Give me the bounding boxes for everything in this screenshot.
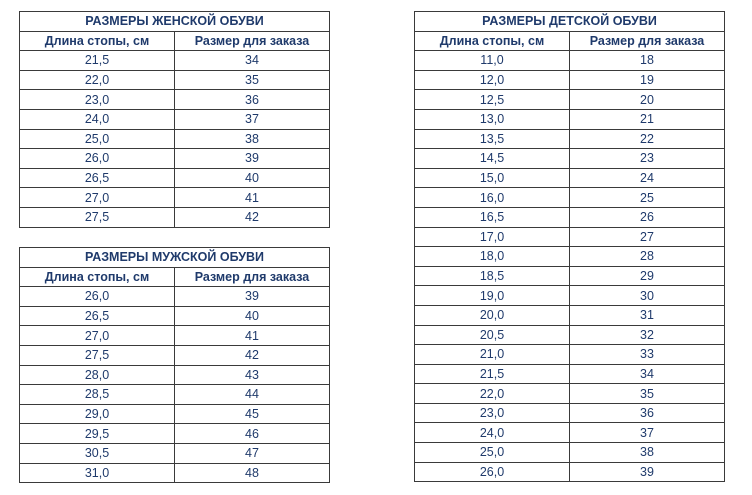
foot-length-cell: 29,5 [20, 424, 175, 444]
order-size-cell: 38 [175, 129, 330, 149]
foot-length-cell: 27,0 [20, 188, 175, 208]
foot-length-cell: 18,0 [415, 247, 570, 267]
order-size-cell: 27 [570, 227, 725, 247]
order-size-cell: 29 [570, 266, 725, 286]
order-size-cell: 44 [175, 385, 330, 405]
order-size-cell: 36 [175, 90, 330, 110]
table-title: РАЗМЕРЫ МУЖСКОЙ ОБУВИ [20, 248, 330, 268]
column-header-foot-length: Длина стопы, см [20, 31, 175, 51]
table-row [415, 168, 725, 188]
order-size-cell: 25 [570, 188, 725, 208]
table-row [415, 364, 725, 384]
table-row [20, 443, 330, 463]
table-row [20, 287, 330, 307]
order-size-cell: 26 [570, 207, 725, 227]
column-header-order-size: Размер для заказа [570, 31, 725, 51]
order-size-cell: 40 [175, 168, 330, 188]
table-row [415, 207, 725, 227]
order-size-cell: 41 [175, 326, 330, 346]
foot-length-cell: 26,5 [20, 306, 175, 326]
table-row [20, 306, 330, 326]
foot-length-cell: 23,0 [415, 403, 570, 423]
foot-length-cell: 16,0 [415, 188, 570, 208]
table-row [415, 51, 725, 71]
column-header-foot-length: Длина стопы, см [415, 31, 570, 51]
table-row [20, 109, 330, 129]
order-size-cell: 47 [175, 443, 330, 463]
order-size-cell: 37 [175, 109, 330, 129]
order-size-cell: 36 [570, 403, 725, 423]
table-row [20, 188, 330, 208]
column-header-foot-length: Длина стопы, см [20, 267, 175, 287]
table-row [415, 70, 725, 90]
order-size-cell: 42 [175, 345, 330, 365]
foot-length-cell: 14,5 [415, 149, 570, 169]
women-size-table [19, 11, 330, 228]
foot-length-cell: 21,5 [20, 51, 175, 71]
order-size-cell: 48 [175, 463, 330, 483]
table-row [20, 207, 330, 227]
table-row [415, 266, 725, 286]
foot-length-cell: 12,5 [415, 90, 570, 110]
foot-length-cell: 28,5 [20, 385, 175, 405]
order-size-cell: 22 [570, 129, 725, 149]
table-row [415, 188, 725, 208]
table-row [20, 129, 330, 149]
order-size-cell: 18 [570, 51, 725, 71]
table-row [415, 286, 725, 306]
table-row [415, 227, 725, 247]
order-size-cell: 35 [570, 384, 725, 404]
order-size-cell: 23 [570, 149, 725, 169]
table-row [20, 424, 330, 444]
order-size-cell: 41 [175, 188, 330, 208]
order-size-cell: 24 [570, 168, 725, 188]
foot-length-cell: 25,0 [20, 129, 175, 149]
order-size-cell: 19 [570, 70, 725, 90]
foot-length-cell: 27,5 [20, 345, 175, 365]
order-size-cell: 33 [570, 345, 725, 365]
order-size-cell: 39 [570, 462, 725, 482]
table-row [20, 345, 330, 365]
order-size-cell: 37 [570, 423, 725, 443]
foot-length-cell: 20,5 [415, 325, 570, 345]
table-row [415, 247, 725, 267]
foot-length-cell: 31,0 [20, 463, 175, 483]
order-size-cell: 21 [570, 109, 725, 129]
foot-length-cell: 22,0 [20, 70, 175, 90]
table-title: РАЗМЕРЫ ЖЕНСКОЙ ОБУВИ [20, 12, 330, 32]
foot-length-cell: 24,0 [20, 109, 175, 129]
table-title: РАЗМЕРЫ ДЕТСКОЙ ОБУВИ [415, 12, 725, 32]
foot-length-cell: 11,0 [415, 51, 570, 71]
foot-length-cell: 25,0 [415, 443, 570, 463]
order-size-cell: 20 [570, 90, 725, 110]
table-row [415, 403, 725, 423]
table-row [415, 90, 725, 110]
table-row [20, 385, 330, 405]
table-row [415, 443, 725, 463]
foot-length-cell: 13,5 [415, 129, 570, 149]
foot-length-cell: 28,0 [20, 365, 175, 385]
column-header-order-size: Размер для заказа [175, 267, 330, 287]
foot-length-cell: 19,0 [415, 286, 570, 306]
order-size-cell: 39 [175, 149, 330, 169]
foot-length-cell: 16,5 [415, 207, 570, 227]
order-size-cell: 46 [175, 424, 330, 444]
foot-length-cell: 26,0 [20, 287, 175, 307]
table-row [20, 90, 330, 110]
foot-length-cell: 26,0 [415, 462, 570, 482]
foot-length-cell: 20,0 [415, 305, 570, 325]
table-row [20, 365, 330, 385]
table-row [20, 149, 330, 169]
order-size-cell: 34 [570, 364, 725, 384]
table-row [415, 345, 725, 365]
table-row [20, 168, 330, 188]
table-row [415, 149, 725, 169]
foot-length-cell: 12,0 [415, 70, 570, 90]
order-size-cell: 39 [175, 287, 330, 307]
foot-length-cell: 24,0 [415, 423, 570, 443]
order-size-cell: 38 [570, 443, 725, 463]
table-row [20, 463, 330, 483]
table-row [415, 462, 725, 482]
order-size-cell: 31 [570, 305, 725, 325]
order-size-cell: 28 [570, 247, 725, 267]
order-size-cell: 34 [175, 51, 330, 71]
order-size-cell: 42 [175, 207, 330, 227]
foot-length-cell: 27,5 [20, 207, 175, 227]
table-row [415, 109, 725, 129]
foot-length-cell: 29,0 [20, 404, 175, 424]
foot-length-cell: 21,5 [415, 364, 570, 384]
order-size-cell: 43 [175, 365, 330, 385]
foot-length-cell: 23,0 [20, 90, 175, 110]
foot-length-cell: 17,0 [415, 227, 570, 247]
foot-length-cell: 18,5 [415, 266, 570, 286]
table-row [415, 129, 725, 149]
order-size-cell: 35 [175, 70, 330, 90]
table-row [415, 423, 725, 443]
order-size-cell: 45 [175, 404, 330, 424]
foot-length-cell: 13,0 [415, 109, 570, 129]
table-row [20, 51, 330, 71]
foot-length-cell: 15,0 [415, 168, 570, 188]
foot-length-cell: 26,0 [20, 149, 175, 169]
table-row [415, 325, 725, 345]
men-size-table [19, 247, 330, 483]
order-size-cell: 32 [570, 325, 725, 345]
order-size-cell: 40 [175, 306, 330, 326]
table-row [20, 326, 330, 346]
kids-size-table [414, 11, 725, 482]
table-row [20, 70, 330, 90]
foot-length-cell: 26,5 [20, 168, 175, 188]
foot-length-cell: 27,0 [20, 326, 175, 346]
table-row [415, 305, 725, 325]
column-header-order-size: Размер для заказа [175, 31, 330, 51]
order-size-cell: 30 [570, 286, 725, 306]
foot-length-cell: 30,5 [20, 443, 175, 463]
foot-length-cell: 22,0 [415, 384, 570, 404]
foot-length-cell: 21,0 [415, 345, 570, 365]
table-row [20, 404, 330, 424]
table-row [415, 384, 725, 404]
